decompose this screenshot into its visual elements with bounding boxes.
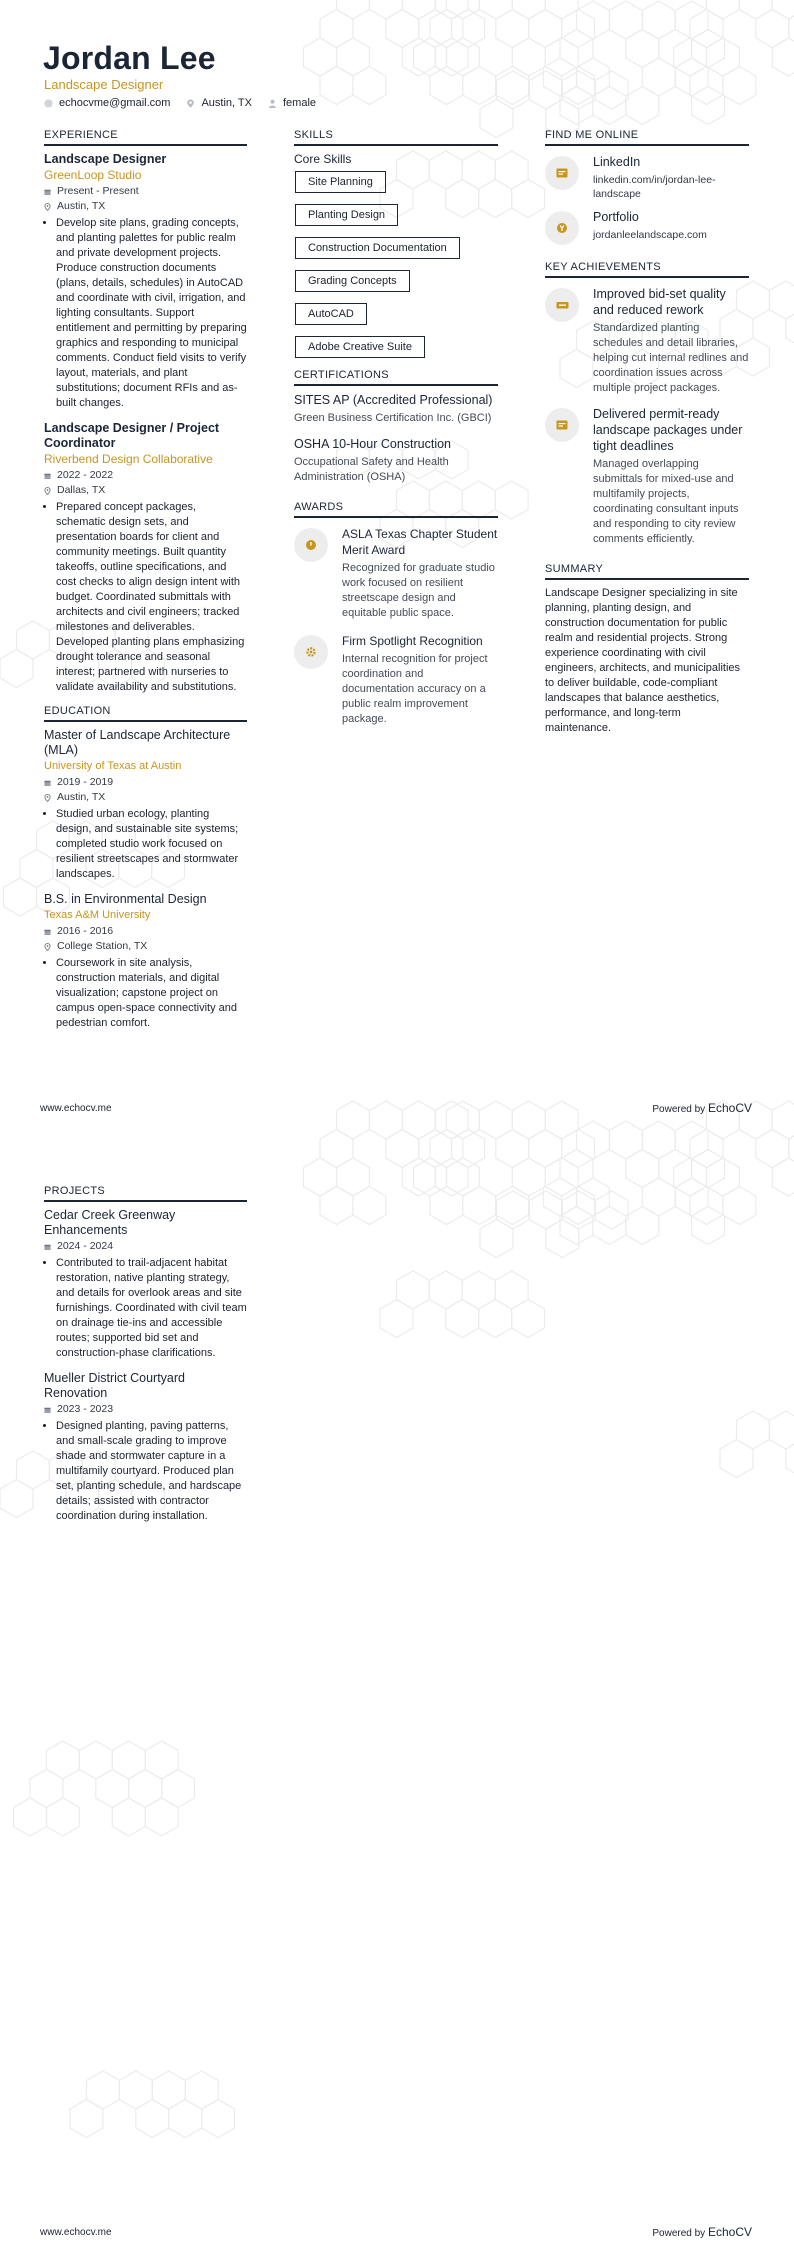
certification-entry — [294, 436, 498, 485]
location-pin-icon — [44, 794, 51, 802]
skill-tag: Adobe Creative Suite — [295, 336, 425, 358]
footer-powered-by — [652, 2225, 752, 2239]
experience-heading: EXPERIENCE — [44, 129, 247, 146]
certification-title: SITES AP (Accredited Professional) — [294, 393, 493, 407]
certification-issuer: Green Business Certification Inc. (GBCI) — [294, 412, 492, 424]
online-label: Portfolio — [593, 210, 639, 224]
brand-logo[interactable]: EchoCV — [707, 1101, 752, 1115]
award-icon-circle — [294, 528, 328, 562]
online-url[interactable]: linkedin.com/in/jordan-lee-landscape — [593, 174, 716, 200]
project-entry — [44, 1371, 247, 1524]
online-icon-circle — [545, 156, 579, 190]
education-entry — [44, 728, 247, 882]
award-entry — [294, 633, 498, 727]
education-dates: 2016 - 2016 — [44, 925, 247, 938]
right-column — [545, 129, 749, 736]
certifications-heading: CERTIFICATIONS — [294, 369, 498, 386]
email-contact[interactable] — [44, 97, 170, 109]
education-degree: B.S. in Environmental Design — [44, 892, 207, 906]
education-location: Austin, TX — [44, 791, 247, 804]
award-icon-circle — [294, 635, 328, 669]
footer-website[interactable]: www.echocv.me — [40, 2227, 112, 2238]
achievement-title: Delivered permit-ready landscape packages under tight deadlines — [593, 407, 743, 453]
award-description: Recognized for graduate studio work focused on resilient streetscape design and equitable public space. — [342, 562, 495, 619]
achievement-description: Standardized planting schedules and detail libraries, helping cut internal redlines and coordination issues across multiple project packages. — [593, 322, 749, 394]
experience-dates: Present - Present — [44, 185, 247, 198]
portfolio-icon — [556, 222, 568, 234]
brand-logo[interactable]: EchoCV — [707, 2225, 752, 2239]
education-heading: EDUCATION — [44, 705, 247, 722]
award-title: Firm Spotlight Recognition — [342, 634, 483, 648]
project-title: Mueller District Courtyard Renovation — [44, 1371, 186, 1400]
achievement-entry — [545, 286, 749, 396]
experience-title: Landscape Designer / Project Coordinator — [44, 421, 220, 450]
award-entry — [294, 526, 498, 621]
education-entry — [44, 892, 247, 1031]
education-bullet: • Studied urban ecology, planting design, and sustainable site systems; completed studio work focused on resilient streetscapes and stormwater landscapes. — [56, 807, 247, 882]
gear-icon — [305, 646, 317, 658]
summary-heading: SUMMARY — [545, 563, 749, 580]
online-link-linkedin[interactable] — [545, 154, 749, 201]
education-bullets — [44, 807, 247, 882]
find-me-online-heading: FIND ME ONLINE — [545, 129, 749, 146]
calendar-icon — [44, 1406, 51, 1414]
experience-bullets — [44, 216, 247, 411]
location-pin-icon — [186, 99, 195, 108]
resume-page-2 — [0, 1123, 794, 2246]
skills-tag-list — [294, 171, 498, 369]
online-url[interactable]: jordanleelandscape.com — [593, 229, 707, 241]
project-bullets — [44, 1256, 247, 1361]
calendar-icon — [44, 1243, 51, 1251]
calendar-icon — [44, 928, 51, 936]
calendar-icon — [44, 779, 51, 787]
online-link-portfolio[interactable] — [545, 209, 749, 245]
education-school: University of Texas at Austin — [44, 760, 182, 772]
powered-by-label: Powered by — [652, 1104, 706, 1115]
project-title: Cedar Creek Greenway Enhancements — [44, 1208, 176, 1237]
left-column — [44, 129, 247, 1041]
skill-tag: Planting Design — [295, 204, 398, 226]
experience-company: GreenLoop Studio — [44, 168, 142, 182]
skills-group-title: Core Skills — [294, 152, 352, 166]
education-school: Texas A&M University — [44, 909, 151, 921]
candidate-name: Jordan Lee — [43, 40, 216, 76]
education-degree: Master of Landscape Architecture (MLA) — [44, 728, 231, 757]
project-dates: 2023 - 2023 — [44, 1403, 247, 1416]
experience-entry — [44, 421, 247, 695]
person-icon — [268, 99, 277, 108]
experience-bullets — [44, 500, 247, 695]
online-label: LinkedIn — [593, 155, 641, 169]
award-title: ASLA Texas Chapter Student Merit Award — [342, 527, 498, 557]
key-achievements-heading: KEY ACHIEVEMENTS — [545, 261, 749, 278]
experience-entry — [44, 152, 247, 411]
achievement-entry — [545, 406, 749, 547]
skills-heading: SKILLS — [294, 129, 498, 146]
candidate-title: Landscape Designer — [44, 77, 164, 92]
contact-row — [44, 97, 332, 109]
location-text: Austin, TX — [201, 97, 252, 109]
project-dates: 2024 - 2024 — [44, 1240, 247, 1253]
gender-contact — [268, 97, 316, 109]
award-description: Internal recognition for project coordination and documentation accuracy on a public realm improvement package. — [342, 653, 488, 725]
ticket-icon — [556, 299, 569, 311]
experience-title: Landscape Designer — [44, 152, 167, 166]
achievement-title: Improved bid-set quality and reduced rework — [593, 287, 726, 317]
location-pin-icon — [44, 203, 51, 211]
education-bullets — [44, 956, 247, 1031]
location-contact — [186, 97, 252, 109]
online-icon-circle — [545, 211, 579, 245]
location-pin-icon — [44, 487, 51, 495]
experience-company: Riverbend Design Collaborative — [44, 452, 213, 466]
skill-tag: Grading Concepts — [295, 270, 410, 292]
skill-tag: Site Planning — [295, 171, 386, 193]
awards-heading: AWARDS — [294, 501, 498, 518]
summary-text: Landscape Designer specializing in site planning, planting design, and construction documentation for public realm and residential projects. Strong experience coordinating with civil engineers, architects, and municipalities to deliver buildable, code-compliant landscapes that balance aesthetics, performance, and long-term maintenance. — [545, 587, 741, 734]
powered-by-label: Powered by — [652, 2228, 706, 2239]
certification-title: OSHA 10-Hour Construction — [294, 437, 452, 451]
project-entry — [44, 1208, 247, 1361]
experience-bullet: • Develop site plans, grading concepts, and planting palettes for public realm and private development projects. Produce construction documents (plans, details, schedules) in AutoCAD and coordinate with civil, irrigation, and lighting consultants. Support entitlement and permitting by preparing graphics and responding to municipal comments. Conduct field visits to verify layout, materials, and plant substitutions; document RFIs and as-built changes. — [56, 216, 247, 411]
experience-location: Austin, TX — [44, 200, 247, 213]
footer-powered-by — [652, 1101, 752, 1115]
middle-column — [294, 129, 498, 739]
education-location: College Station, TX — [44, 940, 247, 953]
achievement-description: Managed overlapping submittals for mixed-use and multifamily projects, coordinating consultant inputs and responding to city review comments efficiently. — [593, 458, 739, 545]
certification-entry — [294, 392, 498, 426]
linkedin-icon — [556, 167, 568, 179]
skill-tag: Construction Documentation — [295, 237, 460, 259]
experience-location: Dallas, TX — [44, 484, 247, 497]
document-icon — [556, 419, 568, 431]
medal-icon — [305, 539, 317, 551]
email-icon — [44, 99, 53, 108]
email-text: echocvme@gmail.com — [59, 97, 171, 109]
experience-dates: 2022 - 2022 — [44, 469, 247, 482]
education-bullet: • Coursework in site analysis, construction materials, and digital visualization; capstone project on campus open-space connectivity and pedestrian comfort. — [56, 956, 247, 1031]
education-dates: 2019 - 2019 — [44, 776, 247, 789]
skill-tag: AutoCAD — [295, 303, 367, 325]
calendar-icon — [44, 188, 51, 196]
location-pin-icon — [44, 943, 51, 951]
experience-bullet: • Prepared concept packages, schematic design sets, and presentation boards for client and community meetings. Built quantity takeoffs, outline specifications, and cost checks to align design intent with budget. Coordinated submittals with architects and civil engineers; tracked milestones and deliverables. Developed planting plans emphasizing drought tolerance and seasonal interest; partnered with nurseries to validate availability and substitutions. — [56, 500, 247, 695]
gender-text: female — [282, 97, 317, 109]
footer-website[interactable]: www.echocv.me — [40, 1103, 112, 1114]
calendar-icon — [44, 472, 51, 480]
project-bullets — [44, 1419, 247, 1524]
achievement-icon-circle — [545, 408, 579, 442]
projects-heading: PROJECTS — [44, 1185, 247, 1202]
project-bullet: • Designed planting, paving patterns, and small-scale grading to improve shade and stormwater capture in a multifamily courtyard. Produced plan set, planting schedule, and hardscape details; assisted with contractor coordination during installation. — [56, 1419, 247, 1524]
certification-issuer: Occupational Safety and Health Administration (OSHA) — [294, 456, 449, 483]
left-column — [44, 1185, 247, 1534]
achievement-icon-circle — [545, 288, 579, 322]
project-bullet: • Contributed to trail-adjacent habitat restoration, native planting strategy, and details for overlook areas and site furnishings. Coordinated with civil team on drainage tie-ins and accessible routes; supported bid set and construction-phase clarifications. — [56, 1256, 247, 1361]
